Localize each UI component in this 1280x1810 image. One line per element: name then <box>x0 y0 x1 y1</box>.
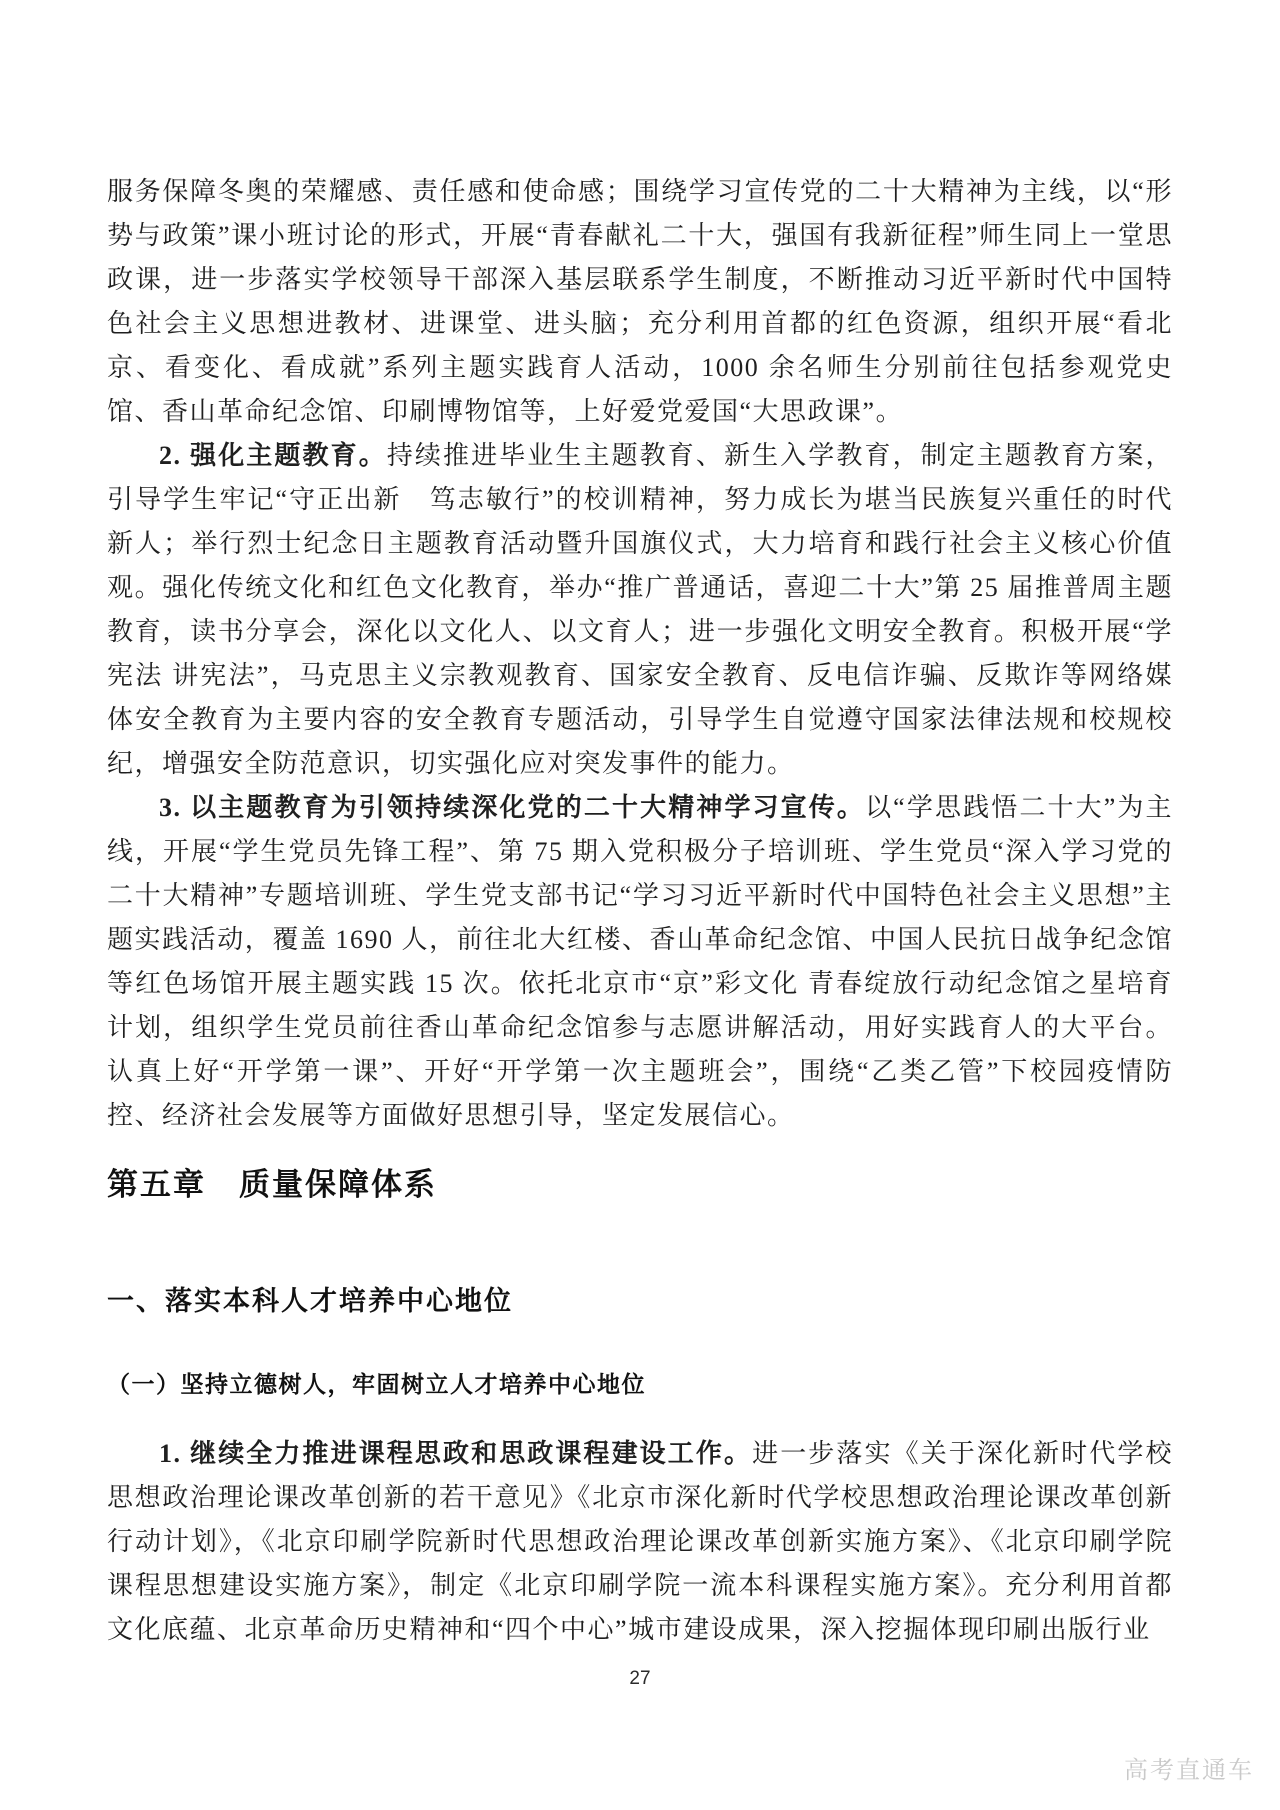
chapter-heading: 第五章 质量保障体系 <box>107 1167 437 1202</box>
document-body <box>107 170 1173 1652</box>
paragraph-text: 服务保障冬奥的荣耀感、责任感和使命感；围绕学习宣传党的二十大精神为主线，以“形势与政策”课小班讨论的形式，开展“青春献礼二十大，强国有我新征程”师生同上一堂思政课，进一步落实学校领导干部深入基层联系学生制度，不断推动习近平新时代中国特色社会主义思想进教材、进课堂、进头脑；充分利用首都的红色资源，组织开展“看北京、看变化、看成就”系列主题实践育人活动，1000 余名师生分别前往包括参观党史馆、香山革命纪念馆、印刷博物馆等，上好爱党爱国“大思政课”。 <box>107 177 1173 426</box>
subsection-heading: （一）坚持立德树人，牢固树立人才培养中心地位 <box>107 1371 646 1397</box>
paragraph-lead: 1. 继续全力推进课程思政和思政课程建设工作。 <box>159 1439 753 1468</box>
paragraph-text: 以“学思践悟二十大”为主线，开展“学生党员先锋工程”、第 75 期入党积极分子培训班、学生党员“深入学习党的二十大精神”专题培训班、学生党支部书记“学习习近平新时代中国特色社会主义思想”主题实践活动，覆盖 1690 人，前往北大红楼、香山革命纪念馆、中国人民抗日战争纪念馆等红色场馆开展主题实践 15 次。依托北京市“京”彩文化 青春绽放行动纪念馆之星培育计划，组织学生党员前往香山革命纪念馆参与志愿讲解活动，用好实践育人的大平台。认真上好“开学第一课”、开好“开学第一次主题班会”，围绕“乙类乙管”下校园疫情防控、经济社会发展等方面做好思想引导，坚定发展信心。 <box>107 793 1173 1130</box>
section-heading: 一、落实本科人才培养中心地位 <box>107 1286 513 1316</box>
paragraph-lead: 3. 以主题教育为引领持续深化党的二十大精神学习宣传。 <box>159 793 866 822</box>
page-number: 27 <box>629 1668 651 1689</box>
body-paragraph-1 <box>107 170 1173 434</box>
paragraph-lead: 2. 强化主题教育。 <box>159 441 387 470</box>
body-paragraph-4 <box>107 1432 1173 1652</box>
body-paragraph-2 <box>107 434 1173 786</box>
paragraph-text: 持续推进毕业生主题教育、新生入学教育，制定主题教育方案，引导学生牢记“守正出新 笃志敏行”的校训精神，努力成长为堪当民族复兴重任的时代新人；举行烈士纪念日主题教育活动暨升国旗仪式，大力培育和践行社会主义核心价值观。强化传统文化和红色文化教育，举办“推广普通话，喜迎二十大”第 25 届推普周主题教育，读书分享会，深化以文化人、以文育人；进一步强化文明安全教育。积极开展“学宪法 讲宪法”，马克思主义宗教观教育、国家安全教育、反电信诈骗、反欺诈等网络媒体安全教育为主要内容的安全教育专题活动，引导学生自觉遵守国家法律法规和校规校纪，增强安全防范意识，切实强化应对突发事件的能力。 <box>107 441 1173 778</box>
watermark: 高考直通车 <box>1124 1757 1254 1784</box>
paragraph-text: 进一步落实《关于深化新时代学校思想政治理论课改革创新的若干意见》《北京市深化新时代学校思想政治理论课改革创新行动计划》，《北京印刷学院新时代思想政治理论课改革创新实施方案》、《北京印刷学院课程思想建设实施方案》，制定《北京印刷学院一流本科课程实施方案》。充分利用首都文化底蕴、北京革命历史精神和“四个中心”城市建设成果，深入挖掘体现印刷出版行业 <box>107 1439 1173 1644</box>
body-paragraph-3 <box>107 786 1173 1138</box>
